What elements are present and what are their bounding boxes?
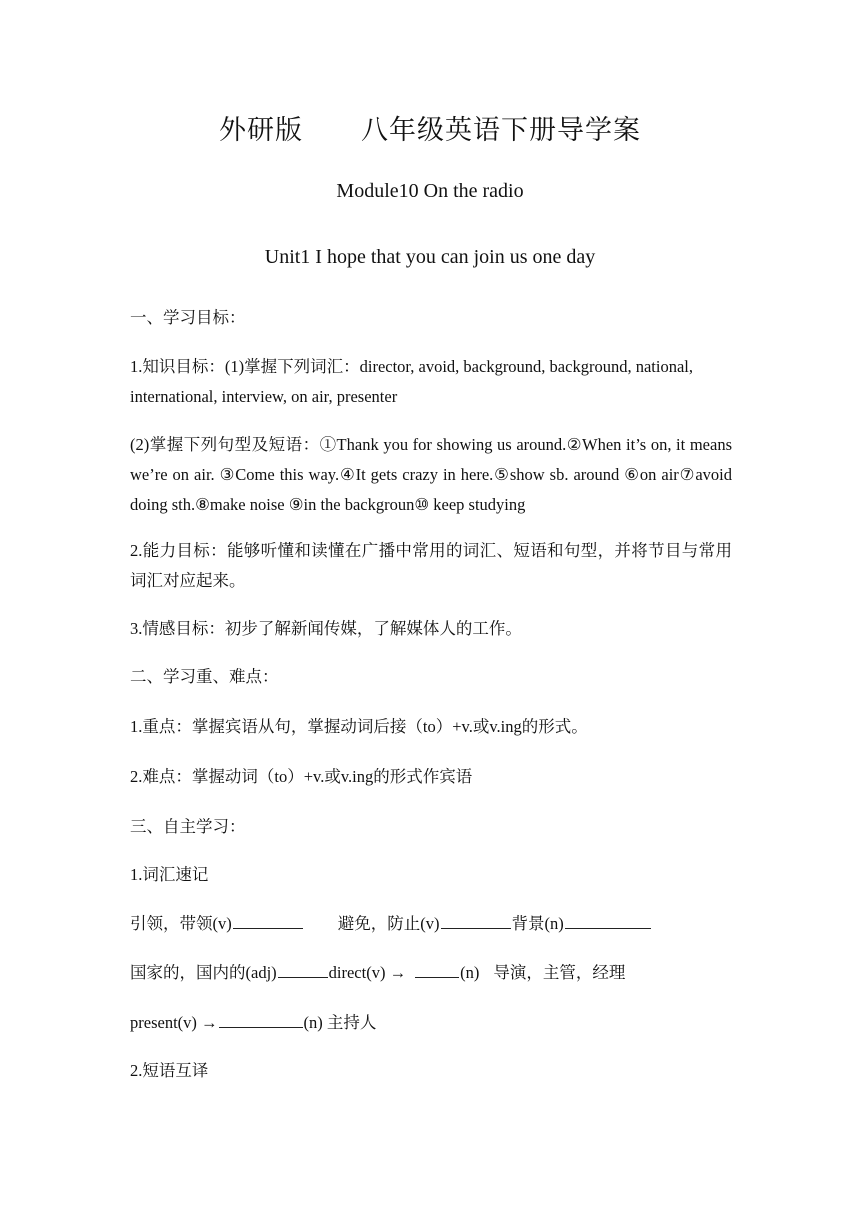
vocab-row-3 [130,1008,732,1038]
vocab-row-2 [130,958,732,988]
vocab-background-label: 背景(n) [511,914,564,933]
difficult-point: 2.难点：掌握动词（to）+v.或v.ing的形式作宾语 [130,767,473,786]
vocab-avoid-label: 避免，防止(v) [337,914,440,933]
vocab-director-meaning: 导演，主管，经理 [493,963,626,982]
section-heading-self-study: 三、自主学习： [130,817,246,836]
emotion-goal: 3.情感目标：初步了解新闻传媒，了解媒体人的工作。 [130,619,522,638]
phrases-paragraph: (2)掌握下列句型及短语：①Thank you for showing us around.②When it’s on, it means we’re on air. ③Come this way.④It gets crazy in here.⑤show sb. around ⑥on air⑦avoid doing sth.⑧make noise ⑨in the backgroun⑩ keep studying [130,435,732,514]
vocab-noun-label: (n) [460,963,480,982]
phrase-heading: 2.短语互译 [130,1061,209,1080]
knowledge-goal-line1: 1.知识目标：(1)掌握下列词汇：director, avoid, background, background, national, [130,357,693,376]
answer-blank[interactable] [219,1009,303,1028]
knowledge-goal-line2: international, interview, on air, presenter [130,387,398,406]
key-point: 1.重点：掌握宾语从句，掌握动词后接（to）+v.或v.ing的形式。 [130,717,588,736]
answer-blank[interactable] [415,959,459,978]
title-publisher: 外研版 [219,115,303,145]
vocab-row-1 [130,909,732,939]
section-heading-goals: 一、学习目标： [130,308,246,327]
answer-blank[interactable] [565,910,651,929]
vocab-lead-label: 引领，带领(v) [130,914,232,933]
vocab-presenter-meaning: (n) 主持人 [303,1013,377,1032]
answer-blank[interactable] [441,910,511,929]
vocab-national-label: 国家的，国内的(adj) [130,963,277,982]
vocab-present-label: present(v) → [130,1013,218,1032]
title-course: 八年级英语下册导学案 [361,115,641,145]
vocab-heading: 1.词汇速记 [130,865,209,884]
ability-goal: 2.能力目标：能够听懂和读懂在广播中常用的词汇、短语和句型，并将节目与常用词汇对应起来。 [130,541,732,590]
module-title: Module10 On the radio [336,180,524,202]
answer-blank[interactable] [278,959,328,978]
document-title [0,108,860,147]
section-heading-key-points: 二、学习重、难点： [130,667,279,686]
answer-blank[interactable] [233,910,303,929]
unit-title: Unit1 I hope that you can join us one day [264,246,596,268]
vocab-direct-label: direct(v) → [328,963,407,982]
